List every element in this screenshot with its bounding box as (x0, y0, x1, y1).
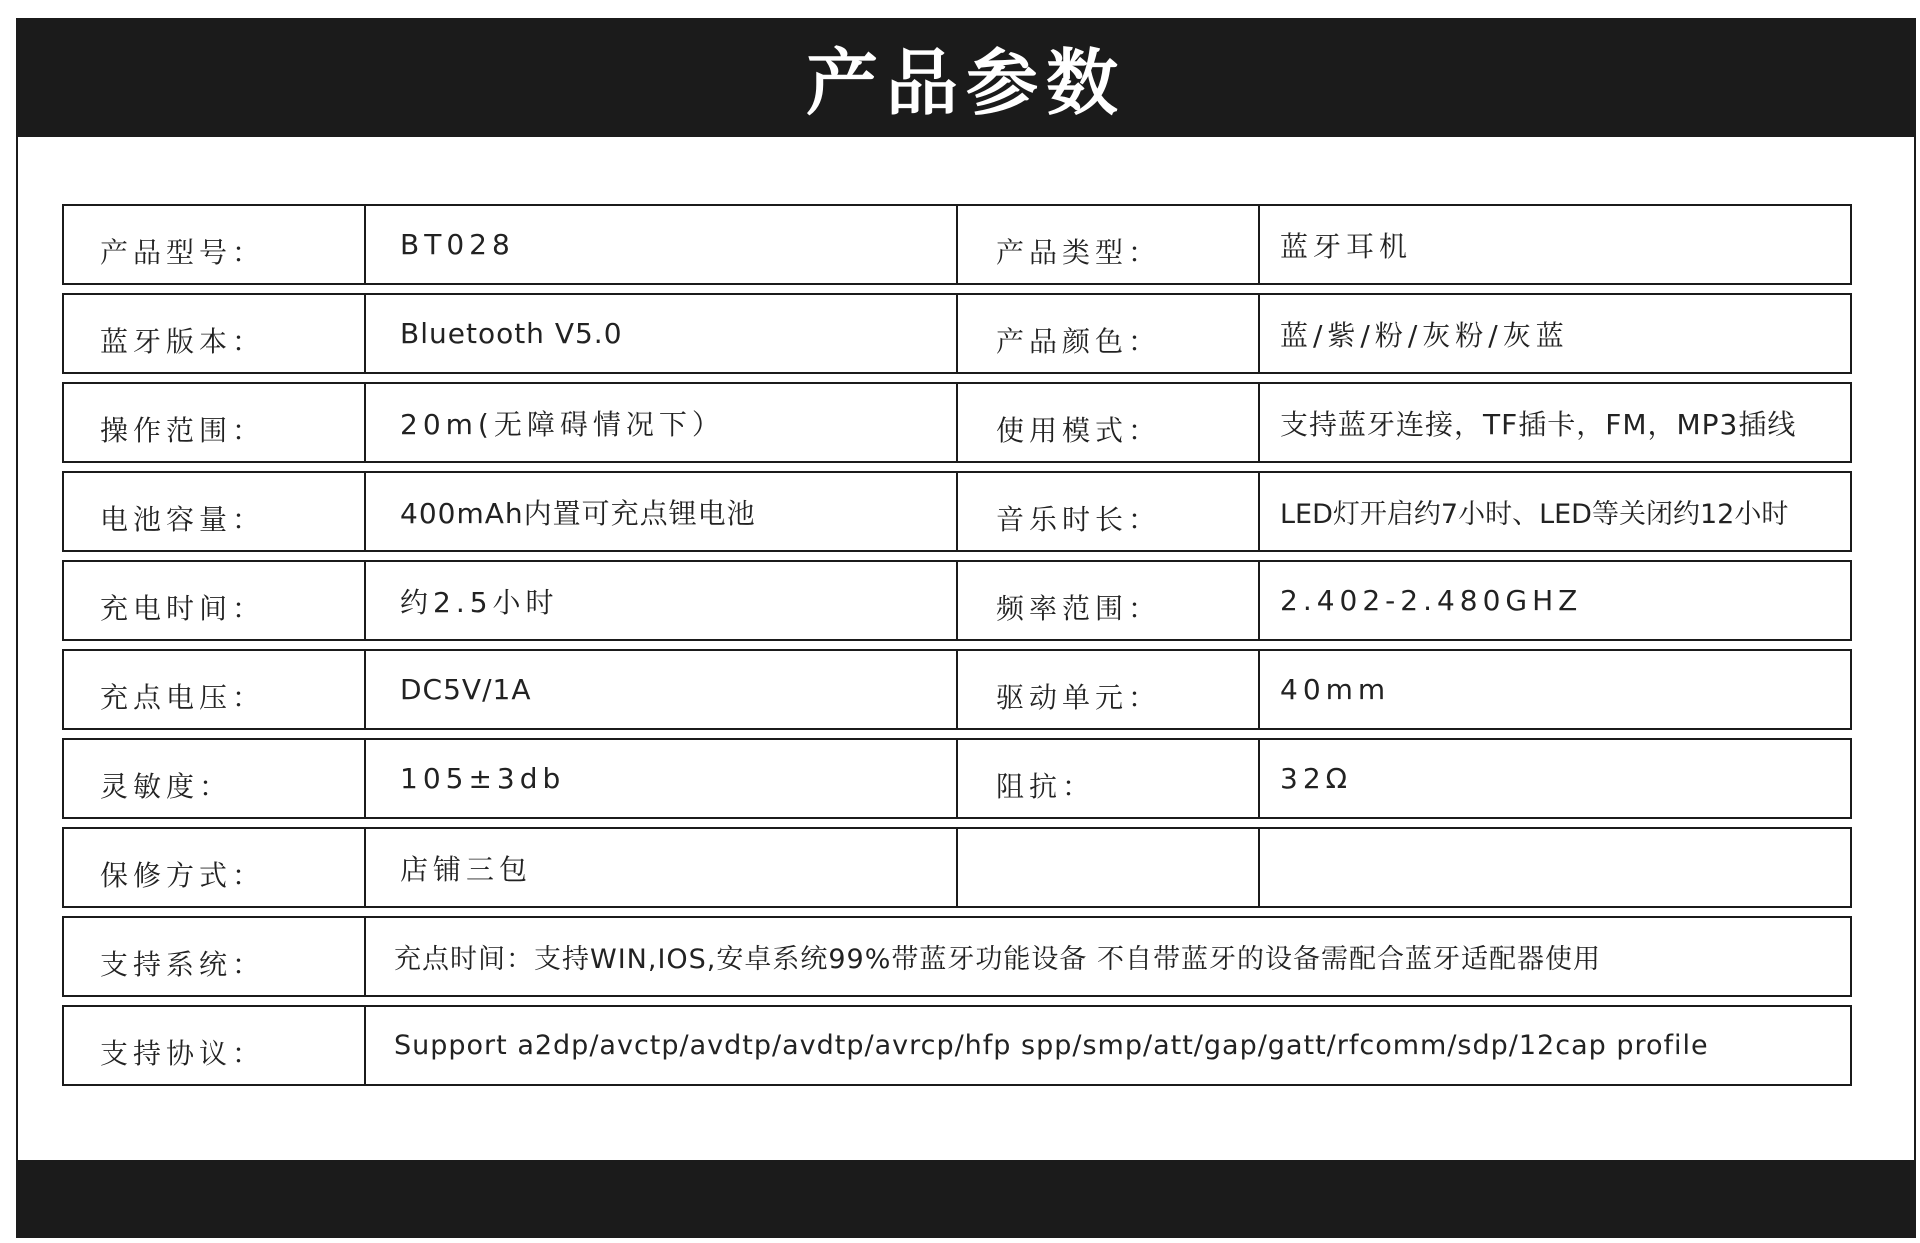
spec-value: 约2.5小时 (366, 562, 958, 639)
spec-value: BT028 (366, 206, 958, 283)
spec-row (62, 382, 1852, 463)
spec-value: 2.402-2.480GHZ (1280, 584, 1583, 617)
spec-label (958, 829, 1260, 906)
spec-row (62, 649, 1852, 730)
spec-value: 店铺三包 (366, 829, 958, 906)
spec-value: DC5V/1A (366, 651, 958, 728)
spec-table (62, 204, 1852, 1094)
spec-value: Support a2dp/avctp/avdtp/avdtp/avrcp/hfp spp/smp/att/gap/gatt/rfcomm/sdp/12cap profile (394, 1030, 1709, 1061)
spec-row (62, 738, 1852, 819)
spec-value: 20m(无障碍情况下） (366, 384, 958, 461)
spec-row-wide (62, 916, 1852, 997)
spec-label: 操作范围： (64, 384, 366, 461)
spec-row-wide (62, 1005, 1852, 1086)
spec-label: 支持协议： (64, 1007, 366, 1084)
header-bar (16, 18, 1916, 137)
spec-label: 保修方式： (64, 829, 366, 906)
spec-label: 灵敏度： (64, 740, 366, 817)
spec-value: 支持蓝牙连接，TF插卡，FM，MP3插线 (1280, 407, 1797, 441)
spec-row (62, 204, 1852, 285)
spec-label: 使用模式： (958, 384, 1260, 461)
spec-value (1260, 829, 1850, 906)
spec-label: 产品类型： (958, 206, 1260, 283)
spec-value: 充点时间：支持WIN,IOS,安卓系统99%带蓝牙功能设备 不自带蓝牙的设备需配合蓝牙适配器使用 (394, 944, 1601, 975)
spec-value: 蓝/紫/粉/灰粉/灰蓝 (1280, 318, 1569, 352)
spec-row (62, 560, 1852, 641)
spec-label: 频率范围： (958, 562, 1260, 639)
footer-bar (16, 1160, 1916, 1238)
spec-value: 400mAh内置可充点锂电池 (366, 473, 958, 550)
spec-row (62, 827, 1852, 908)
spec-label: 产品颜色： (958, 295, 1260, 372)
spec-label: 蓝牙版本： (64, 295, 366, 372)
spec-label: 驱动单元： (958, 651, 1260, 728)
spec-value: 蓝牙耳机 (1280, 229, 1413, 263)
spec-label: 充点电压： (64, 651, 366, 728)
page-title: 产品参数 (805, 40, 1126, 125)
spec-label: 阻抗： (958, 740, 1260, 817)
spec-value: LED灯开启约7小时、LED等关闭约12小时 (1280, 499, 1789, 530)
spec-value: 105±3db (366, 740, 958, 817)
spec-value: 32Ω (1280, 762, 1353, 795)
spec-value: Bluetooth V5.0 (366, 295, 958, 372)
spec-label: 支持系统： (64, 918, 366, 995)
spec-label: 产品型号： (64, 206, 366, 283)
spec-label: 音乐时长： (958, 473, 1260, 550)
spec-row (62, 471, 1852, 552)
spec-value: 40mm (1280, 673, 1391, 706)
spec-label: 充电时间： (64, 562, 366, 639)
spec-label: 电池容量： (64, 473, 366, 550)
spec-row (62, 293, 1852, 374)
